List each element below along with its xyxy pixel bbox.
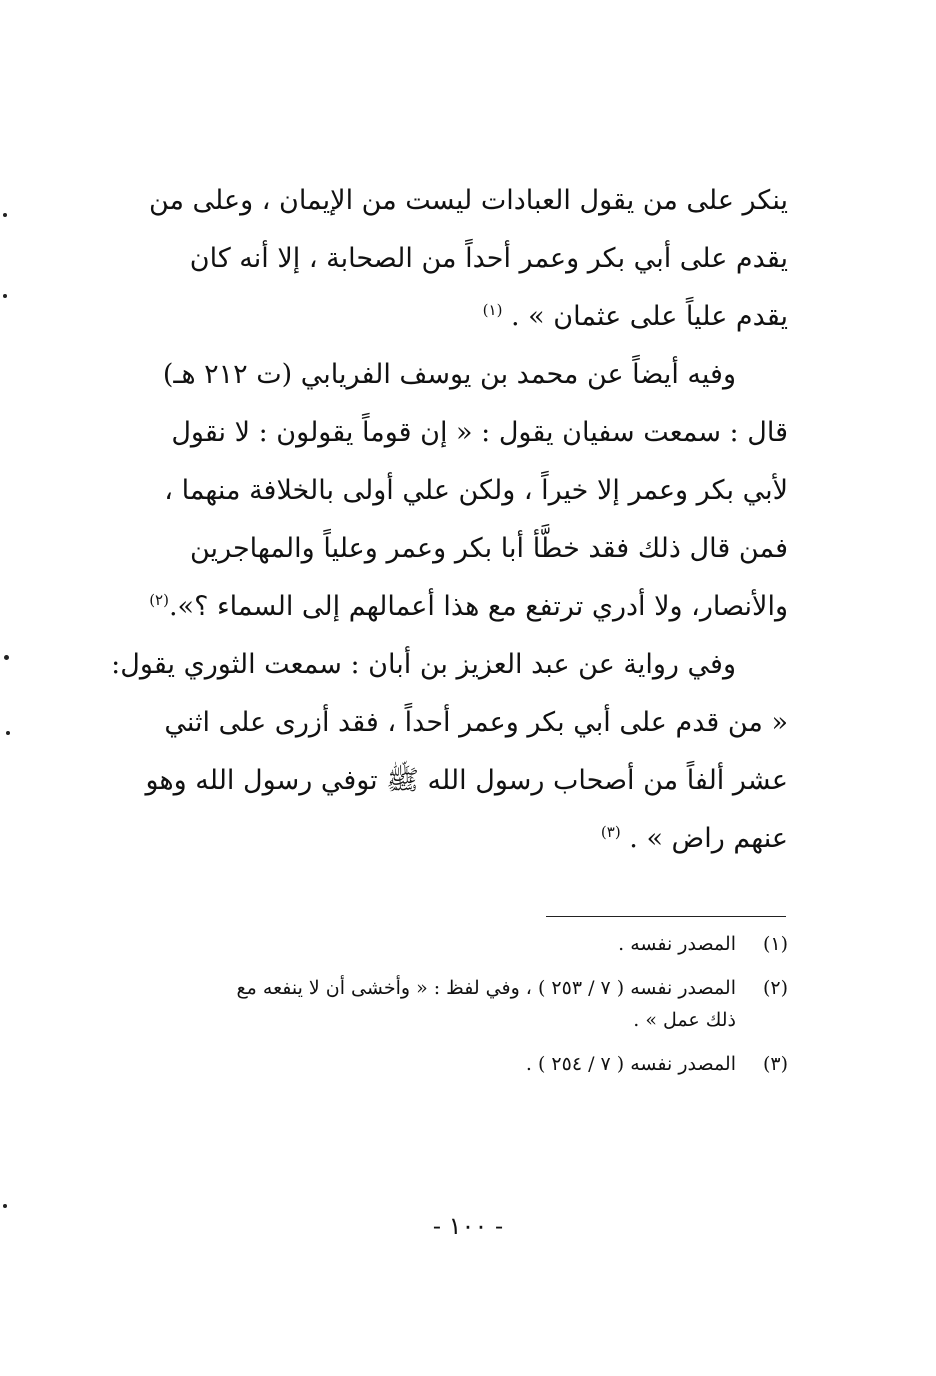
text-line: يقدم على أبي بكر وعمر أحداً من الصحابة ، إلا أنه كان: [189, 243, 788, 274]
text-line-content: والأنصار، ولا أدري ترتفع مع هذا أعمالهم إلى السماء ؟».: [168, 591, 788, 622]
footnote-separator: [546, 916, 786, 917]
text-line: « من قدم على أبي بكر وعمر أحداً ، فقد أزرى على اثني: [164, 707, 788, 738]
footnote-text: المصدر نفسه ( ٧ / ٢٥٤ ) .: [525, 1053, 736, 1075]
text-line: [190, 288, 788, 346]
text-line: عشر ألفاً من أصحاب رسول الله ﷺ توفي رسول الله وهو: [145, 765, 788, 796]
footnote-ref-3[interactable]: (٣): [600, 823, 621, 841]
scan-speck: [3, 1204, 7, 1208]
text-line-content: يقدم علياً على عثمان » .: [511, 301, 788, 332]
footnote-text: المصدر نفسه ( ٧ / ٢٥٣ ) ، وفي لفظ : « وأخشى أن لا ينفعه مع: [236, 977, 736, 999]
footnote-number: (٣): [762, 1053, 788, 1075]
footnote-text-block: [190, 972, 736, 1036]
footnote-item: [190, 1048, 788, 1080]
scan-speck: [3, 294, 7, 298]
body-text: [111, 172, 788, 868]
text-line: لأبي بكر وعمر إلا خيراً ، ولكن علي أولى بالخلافة منهما ،: [164, 475, 788, 506]
footnote-ref-1[interactable]: (١): [482, 301, 503, 319]
text-line: فمن قال ذلك فقد خطَّأ أبا بكر وعمر وعلياً والمهاجرين: [190, 533, 788, 564]
footnote-item: [190, 928, 788, 960]
text-line-content: عنهم راض » .: [629, 823, 788, 854]
scan-speck: [3, 213, 7, 217]
page-number: - ١٠٠ -: [432, 1212, 504, 1240]
scan-speck: [4, 655, 9, 660]
text-line: ينكر على من يقول العبادات ليست من الإيمان ، وعلى من: [148, 185, 788, 216]
footnote-ref-2[interactable]: (٢): [149, 591, 169, 609]
footnote-text-continued: ذلك عمل » .: [633, 1009, 736, 1031]
footnote-number: (١): [762, 933, 788, 955]
footnote-text: المصدر نفسه .: [618, 933, 736, 955]
text-line: وفيه أيضاً عن محمد بن يوسف الفريابي (ت ٢١٢ هـ): [162, 359, 736, 390]
scan-speck: [6, 731, 10, 735]
footnote-number: (٢): [762, 977, 788, 999]
text-line: قال : سمعت سفيان يقول : « إن قوماً يقولون : لا نقول: [171, 417, 788, 448]
footnote-item: [190, 972, 788, 1036]
text-line: [190, 810, 788, 868]
text-line: وفي رواية عن عبد العزيز بن أبان : سمعت الثوري يقول:: [111, 649, 736, 680]
footnotes: [190, 928, 788, 1092]
text-line: [149, 578, 788, 636]
